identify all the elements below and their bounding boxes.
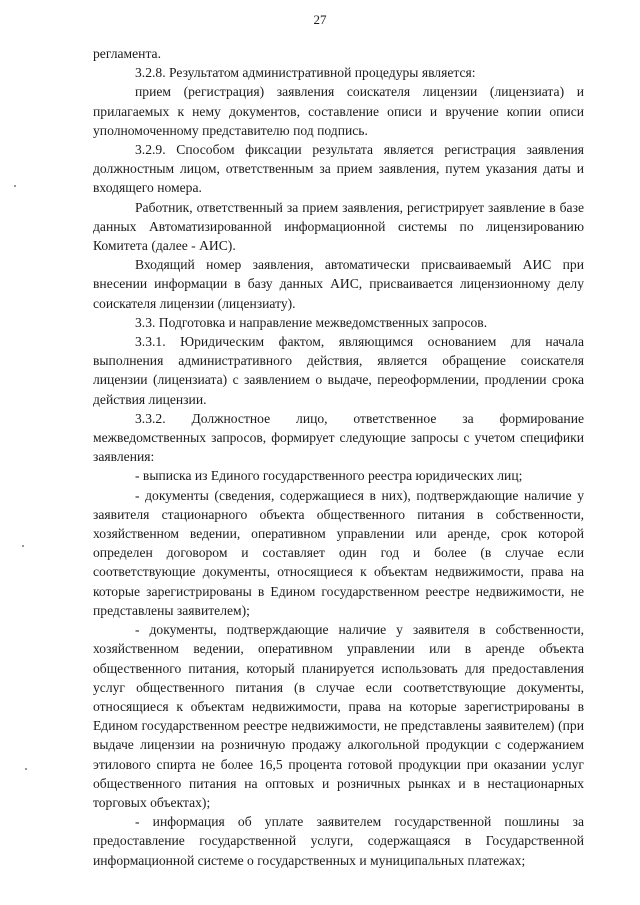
paragraph: Входящий номер заявления, автоматически присваиваемый АИС при внесении информации в базу данных АИС, присваивается лицензионному делу соискателя лицензии (лицензиату).: [93, 257, 584, 311]
paragraph: 3.2.8. Результатом административной процедуры является:: [135, 65, 476, 81]
paragraph: прием (регистрация) заявления соискателя лицензии (лицензиата) и прилагаемых к нему документов, составление описи и вручение копии описи уполномоченному представителю под подпись.: [93, 84, 584, 138]
list-item: - документы (сведения, содержащиеся в них), подтверждающие наличие у заявителя стационарного объекта общественного питания в собственности, хозяйственном ведении, оперативном управлении или аренде, срок которой определен договором и составляет один год и более (в случае если соответствующие документы, относящиеся к объектам недвижимости, права на которые зарегистрированы в Едином государственном реестре недвижимости, не представлены заявителем);: [93, 487, 584, 618]
scan-speck: [25, 768, 27, 770]
list-item: - информация об уплате заявителем государственной пошлины за предоставление государственной услуги, содержащаяся в Государственной информационной системе о государственных и муниципальных платежах;: [93, 814, 584, 868]
paragraph: 3.2.9. Способом фиксации результата является регистрация заявления должностным лицом, ответственным за прием заявления, путем указания даты и входящего номера.: [93, 142, 584, 196]
paragraph: Работник, ответственный за прием заявления, регистрирует заявление в базе данных Автоматизированной информационной системы по лицензированию Комитета (далее - АИС).: [93, 199, 584, 254]
list-item: - документы, подтверждающие наличие у заявителя в собственности, хозяйственном ведении, оперативном управлении или в аренде объекта общественного питания, который планируется использовать для предоставления услуг общественного питания (в случае если соответствующие документы, относящиеся к объектам недвижимости, права на которые зарегистрированы в Едином государственном реестре недвижимости, не представлены заявителем) (при выдаче лицензии на розничную продажу алкогольной продукции с содержанием этилового спирта не более 16,5 процента готовой продукции при оказании услуг общественного питания на оптовых и розничных рынках и в нестационарных торговых объектах);: [93, 622, 584, 810]
list-item: - выписка из Единого государственного реестра юридических лиц;: [135, 468, 523, 484]
paragraph: регламента.: [93, 46, 161, 61]
section-heading: 3.3. Подготовка и направление межведомственных запросов.: [135, 314, 488, 330]
paragraph: 3.3.2. Должностное лицо, ответственное за формирование межведомственных запросов, формирует следующие запросы с учетом специфики заявления:: [93, 410, 584, 465]
scan-speck: [22, 545, 24, 547]
page-number: 27: [313, 12, 327, 27]
document-body: [93, 44, 584, 870]
paragraph: 3.3.1. Юридическим фактом, являющимся основанием для начала выполнения административного действия, является обращение соискателя лицензии (лицензиата) с заявлением о выдаче, переоформлении, продлении срока действия лицензии.: [93, 334, 584, 407]
scan-speck: [14, 185, 16, 187]
